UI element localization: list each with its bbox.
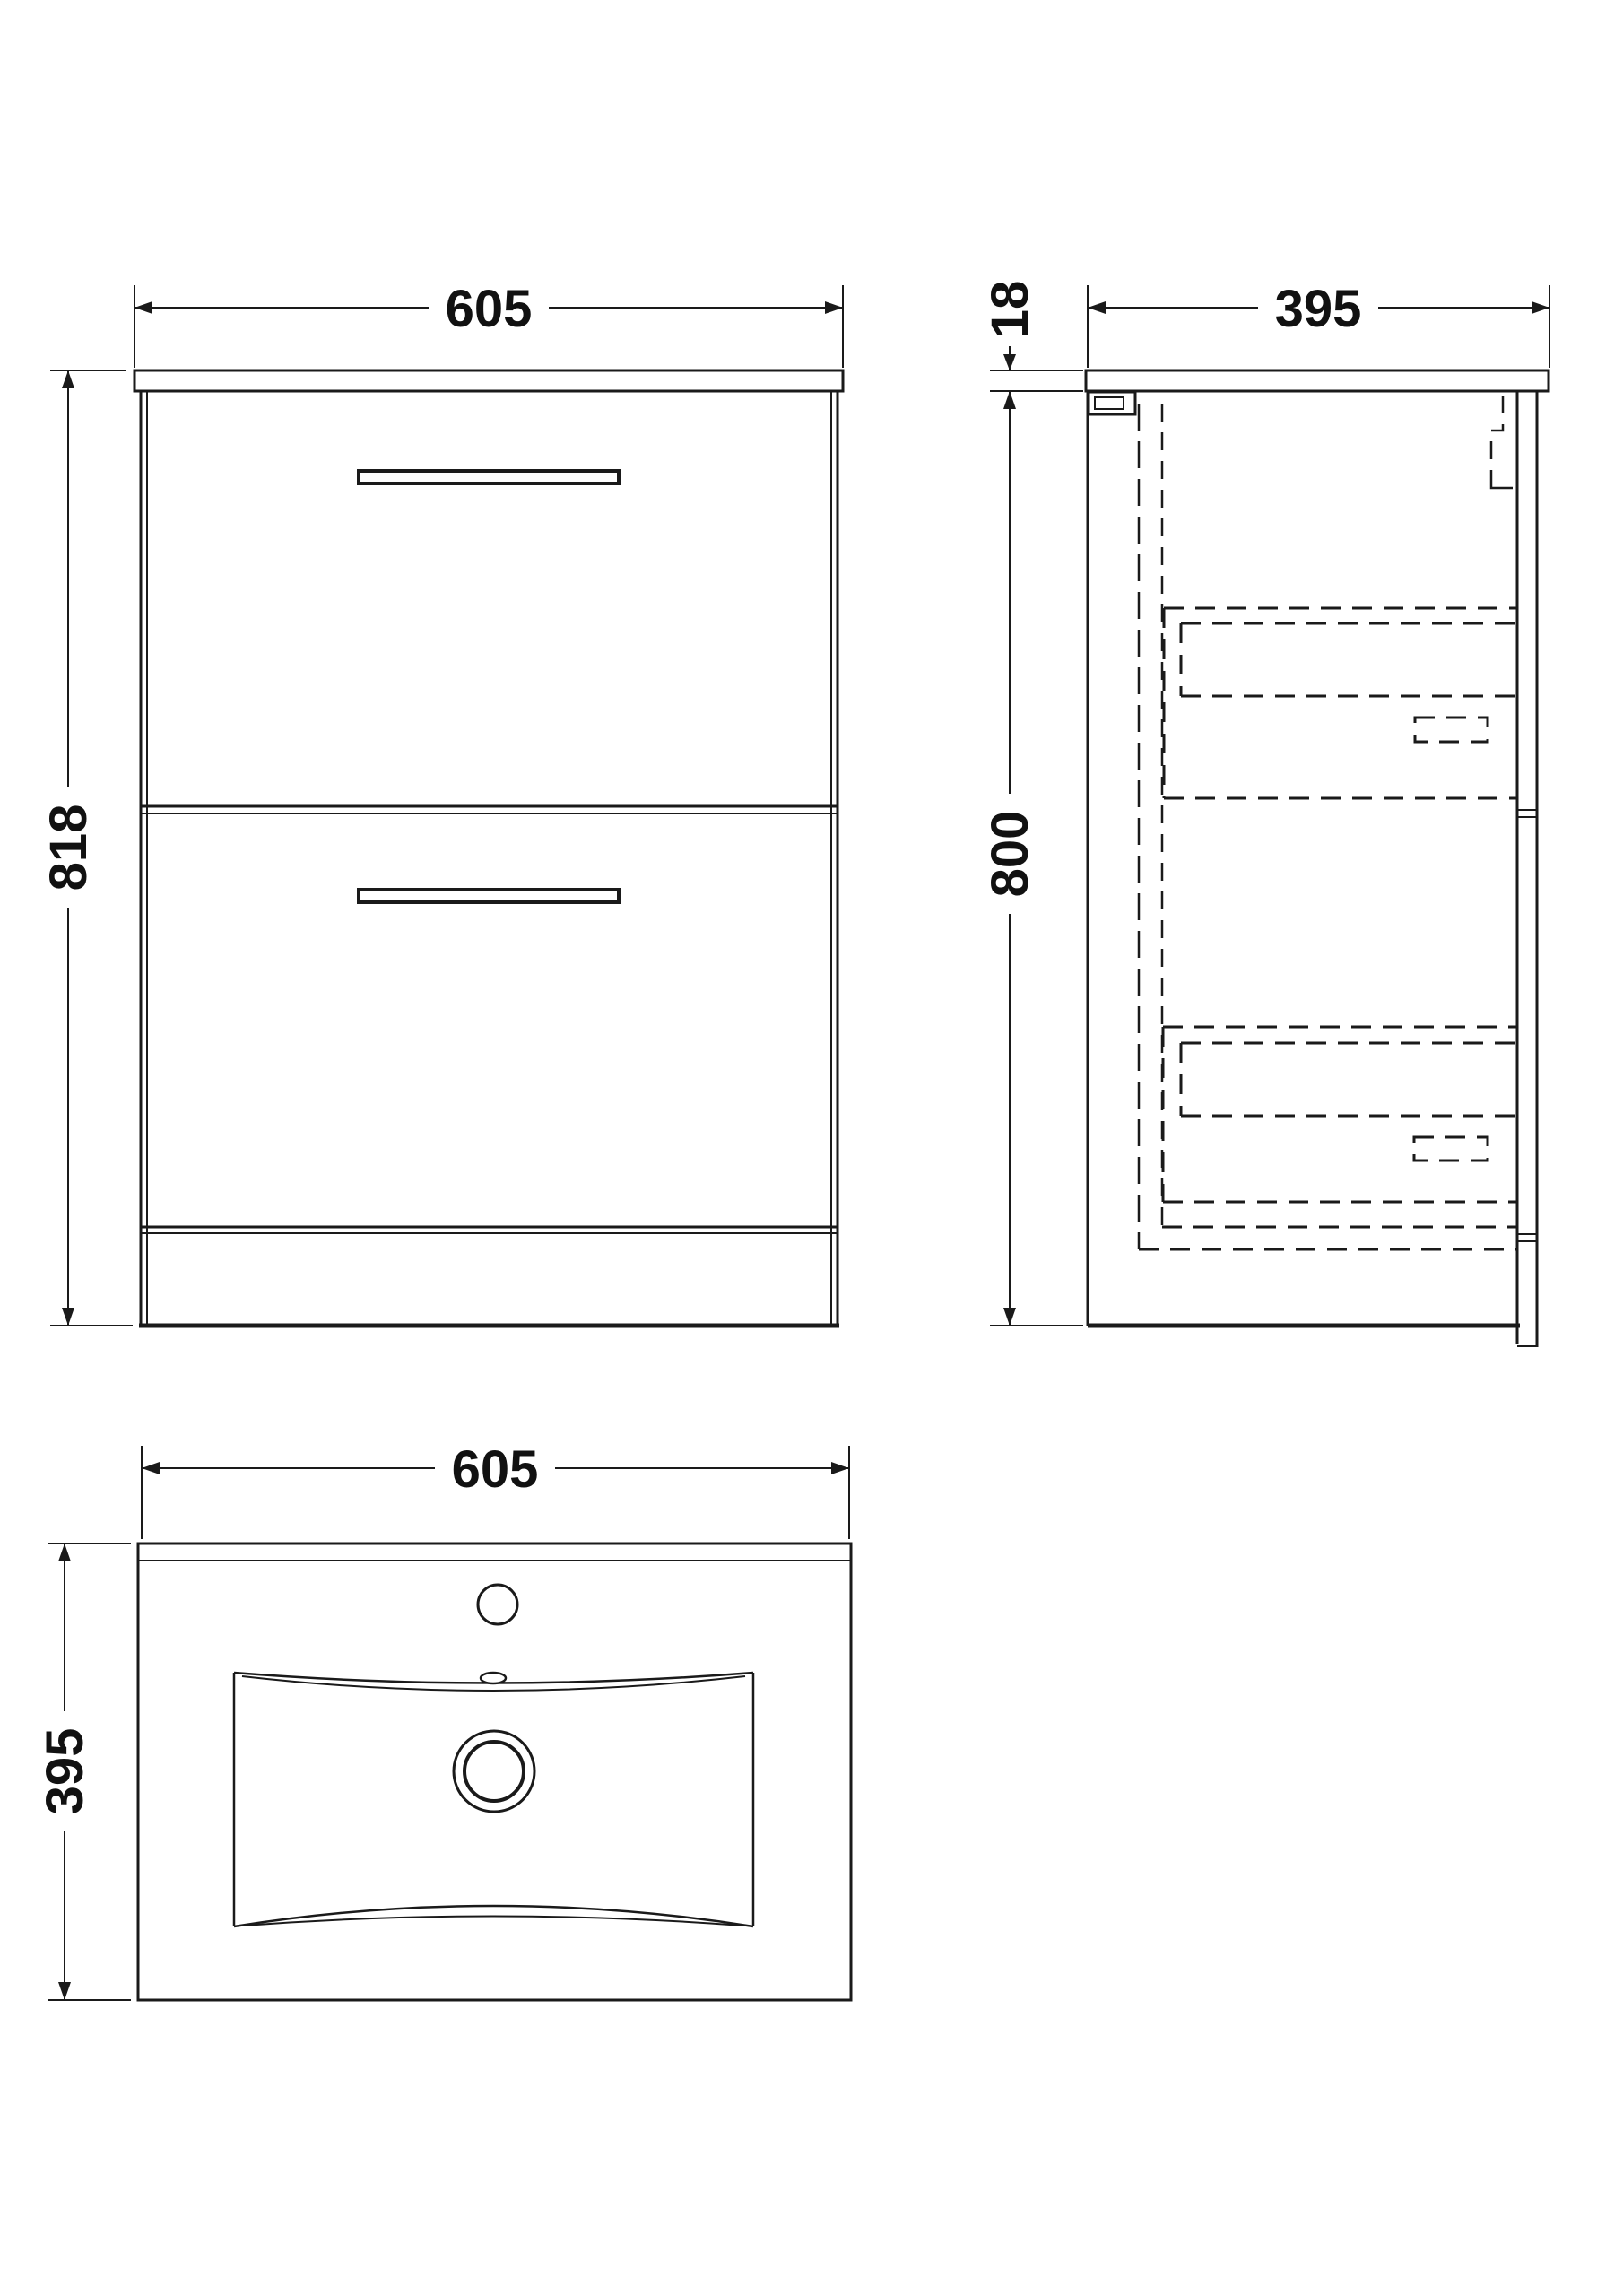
- upper-drawer-handle: [359, 471, 619, 483]
- front-view: [39, 280, 843, 1326]
- lower-drawer-handle: [359, 890, 619, 902]
- side-height-label: 800: [981, 810, 1039, 898]
- fixing-bracket: [1089, 392, 1135, 414]
- basin-top-outline: [138, 1544, 851, 2000]
- front-worktop: [135, 370, 843, 391]
- overflow-slot: [481, 1673, 506, 1683]
- front-height-label: 818: [39, 804, 98, 891]
- bracket-inner: [1095, 397, 1124, 409]
- side-depth-label: 395: [1274, 280, 1362, 338]
- front-cabinet: [141, 391, 838, 1326]
- side-worktop: [1086, 370, 1549, 391]
- plan-width-label: 605: [451, 1440, 539, 1499]
- plan-depth-label: 395: [36, 1727, 94, 1815]
- front-width-label: 605: [445, 280, 533, 338]
- side-thickness-label: 18: [981, 280, 1039, 339]
